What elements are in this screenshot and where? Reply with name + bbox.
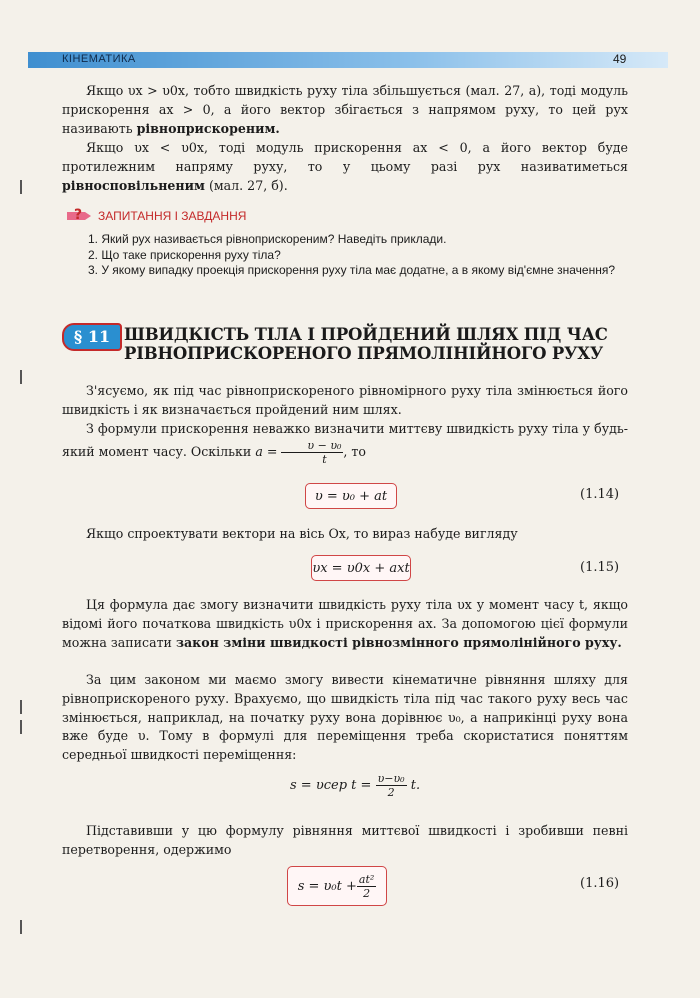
intro-paragraph-2: Якщо υx < υ0x, тоді модуль прискорення ax < 0, а його вектор буде протилежним напряму руху, то у цьому разі рух називатиметься рівносповільненим (мал. 27, б). <box>62 140 628 193</box>
body-paragraph-3: Якщо спроектувати вектори на вісь Ox, то вираз набуде вигляду <box>86 526 518 541</box>
term-accelerated: рівноприскореним. <box>136 120 280 136</box>
page-number: 49 <box>613 52 627 66</box>
body-paragraph-4: Ця формула дає змогу визначити швидкість руху тіла υx у момент часу t, якщо відомі його початкова швидкість υ0x і прискорення ax. За допомогою цієї формули можна записати закон зміни швидкості рівнозмінного прямолінійного руху. <box>62 597 628 650</box>
formula-1-14: υ = υ₀ + at <box>305 483 397 509</box>
margin-mark <box>20 920 22 934</box>
intro-paragraph-1: Якщо υx > υ0x, тобто швидкість руху тіла збільшується (мал. 27, а), тоді модуль прискорення ax > 0, а його вектор збігається з напрямом руху, то цей рух називають рівноприскореним. <box>62 83 628 136</box>
question-mark-icon <box>65 204 95 224</box>
formula-1-16: s = υ₀t + $\frac{\text{at²}}{2}$ <box>287 866 387 906</box>
equation-number-1-14: (1.14) <box>580 487 620 502</box>
average-velocity-formula: s = υсер t = $\frac{\text{υ−υ₀}}{2}$ t. <box>290 772 421 799</box>
formula-1-15: υx = υ0x + axt <box>311 555 411 581</box>
equation-number-1-16: (1.16) <box>580 876 620 891</box>
equation-number-1-15: (1.15) <box>580 560 620 575</box>
question-item: 1. Який рух називається рівноприскореним? Наведіть приклади. <box>88 232 447 246</box>
body-paragraph-5: За цим законом ми маємо змогу вивести кінематичне рівняння шляху для рівноприскореного руху. Врахуємо, що швидкість тіла під час такого руху весь час змінюється, наприклад, на початку руху вона дорівнює υ₀, а наприкінці руху вона вже буде υ. Тому в формулі для переміщення треба скористатися поняттям середньої швидкості переміщення: <box>62 672 628 763</box>
svg-text:?: ? <box>74 207 83 223</box>
body-paragraph-1: З'ясуємо, як під час рівноприскореного рівномірного руху тіла змінюється його швидкість і як визначається пройдений ним шлях. <box>62 383 628 417</box>
questions-list <box>88 232 628 279</box>
chapter-title: КІНЕМАТИКА <box>62 53 136 65</box>
margin-mark <box>20 720 22 734</box>
question-item: 2. Що таке прискорення руху тіла? <box>88 247 281 262</box>
term-decelerated: рівносповільненим <box>62 177 205 193</box>
body-paragraph-2: З формули прискорення неважко визначити миттєву швидкість руху тіла у будь-який момент часу. Оскільки a = $\frac{\text{υ − υ₀}}{t}$ , то <box>62 421 628 466</box>
acceleration-formula: a = $\frac{\text{υ − υ₀}}{t}$ <box>255 439 342 466</box>
term-velocity-law: закон зміни швидкості рівнозмінного прямолінійного руху. <box>175 634 622 650</box>
section-number-badge: § 11 <box>62 323 122 351</box>
margin-mark <box>20 180 22 194</box>
body-paragraph-6: Підставивши у цю формулу рівняння миттєвої швидкості і зробивши певні перетворення, одержимо <box>62 823 628 857</box>
question-item: 3. У якому випадку проекція прискорення руху тіла має додатне, а в якому від'ємне значення? <box>88 263 615 277</box>
margin-mark <box>20 370 22 384</box>
margin-mark <box>20 700 22 714</box>
section-title: ШВИДКІСТЬ ТІЛА І ПРОЙДЕНИЙ ШЛЯХ ПІД ЧАС РІВНОПРИСКОРЕНОГО ПРЯМОЛІНІЙНОГО РУХУ <box>124 325 608 363</box>
questions-title: ЗАПИТАННЯ І ЗАВДАННЯ <box>98 209 247 223</box>
